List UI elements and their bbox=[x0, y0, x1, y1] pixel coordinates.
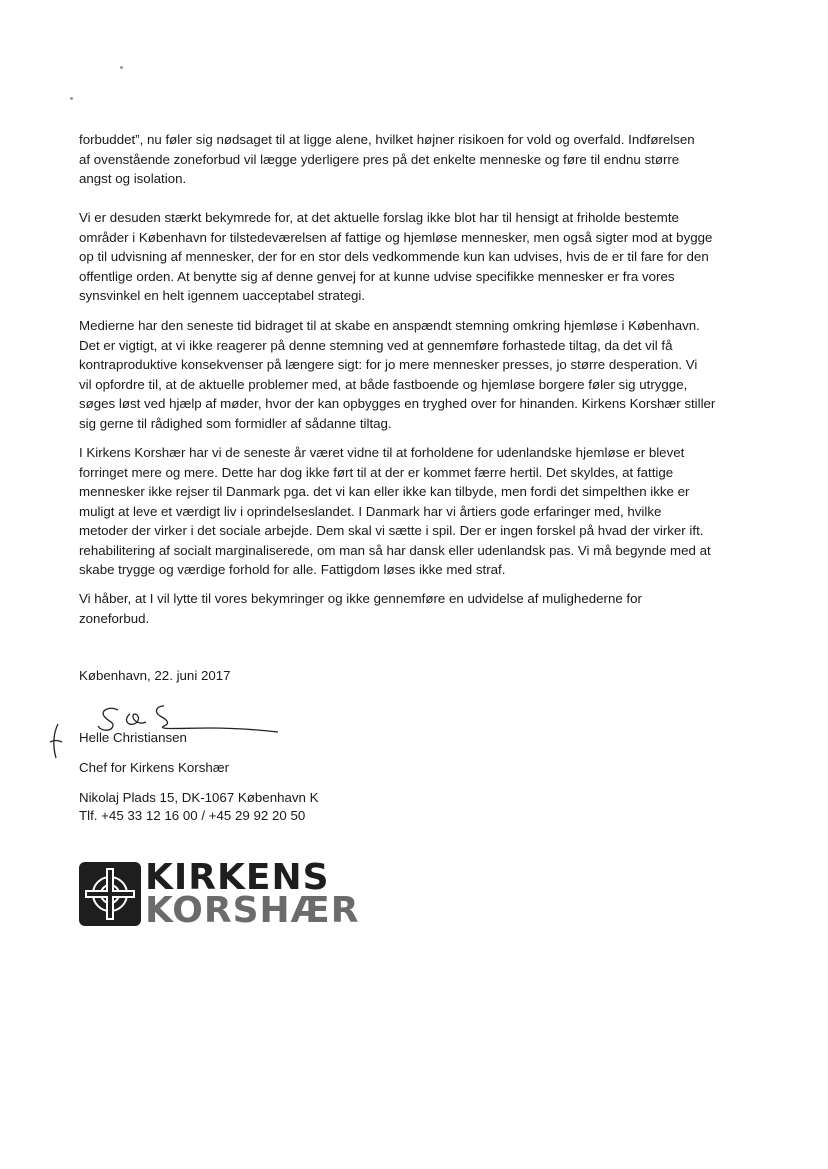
text-line: Vi håber, at I vil lytte til vores bekymringer og ikke gennemføre en udvidelse af mulighederne for bbox=[79, 591, 642, 606]
text-line: zoneforbud. bbox=[79, 610, 150, 626]
text-line: rehabilitering af socialt marginaliserede, om man så har dansk eller udenlandsk pas. Vi må begynde med at bbox=[79, 542, 711, 558]
body-paragraph bbox=[79, 208, 713, 306]
place-date: København, 22. juni 2017 bbox=[79, 668, 231, 683]
text-line: vil opfordre til, at de aktuelle problemer med, at både fastboende og hjemløse borgere føler sig utrygge, bbox=[79, 376, 688, 392]
logo-line-1: KIRKENS bbox=[145, 857, 330, 898]
text-line: kontraproduktive konsekvenser på længere sigt: for jo mere mennesker presses, jo større desperation. Vi bbox=[79, 357, 698, 372]
text-line: Medierne har den seneste tid bidraget til at skabe en anspændt stemning omkring hjemløse i København. bbox=[79, 318, 700, 333]
text-line: Vi er desuden stærkt bekymrede for, at det aktuelle forslag ikke blot har til hensigt at friholde bestemte bbox=[79, 210, 679, 225]
body-paragraph bbox=[79, 443, 711, 580]
body-paragraph bbox=[79, 589, 699, 628]
text-line: forbuddet”, nu føler sig nødsaget til at ligge alene, hvilket højner risikoen for vold og overfald. Indførelsen bbox=[79, 132, 695, 147]
text-line: offentlige orden. At benytte sig af denne genvej for at kunne udvise specifikke mennesker er fra vores bbox=[79, 268, 675, 284]
text-line: I Kirkens Korshær har vi de seneste år været vidne til at forholdene for udenlandske hjemløse er blevet bbox=[79, 445, 685, 460]
handwritten-signature bbox=[40, 692, 300, 762]
text-line: muligt at leve et værdigt liv i oprindelseslandet. I Danmark har vi årtiers gode erfaringer med, hvilke bbox=[79, 503, 662, 519]
text-line: søges løst ved hjælp af møder, hvor der kan opbygges en tryghed over for hinanden. Kirkens Korshær stiller bbox=[79, 396, 716, 411]
scan-speck bbox=[70, 97, 73, 100]
text-line: synsvinkel en helt igennem uacceptabel strategi. bbox=[79, 288, 366, 303]
kirkens-korshaer-logo bbox=[79, 857, 360, 931]
signer-name: Helle Christiansen bbox=[79, 730, 187, 745]
text-line: angst og isolation. bbox=[79, 171, 187, 186]
text-line: sig gerne til rådighed som formidler af sådanne tiltag. bbox=[79, 415, 392, 431]
cross-emblem-icon bbox=[79, 862, 141, 926]
body-paragraph bbox=[79, 316, 716, 433]
signer-title: Chef for Kirkens Korshær bbox=[79, 760, 230, 775]
text-line: op til udvisning af mennesker, der for en stor dels vedkommende kun kan udvises, hvis de er til fare for den bbox=[79, 249, 709, 264]
text-line: Det er vigtigt, at vi ikke reagerer på denne stemning ved at gennemføre forhastede tiltag, da det vil få bbox=[79, 337, 673, 353]
text-line: områder i København for tilstedeværelsen af fattige og hjemløse mennesker, men også sigter mod at bygge bbox=[79, 229, 713, 245]
scan-speck bbox=[120, 66, 123, 69]
text-line: skabe trygge og værdige forhold for alle. Fattigdom løses ikke med straf. bbox=[79, 562, 506, 577]
logo-line-2: KORSHÆR bbox=[145, 890, 360, 931]
text-line: forringet mere og mere. Dette har dog ikke ført til at der er kommet færre hertil. Det skyldes, at fattige bbox=[79, 464, 674, 480]
text-line: metoder der virker i det sociale arbejde. Dem skal vi sætte i spil. Der er ingen forskel på hvad der virker ift. bbox=[79, 523, 704, 538]
text-line: mennesker ikke rejser til Danmark pga. det vi kan eller ikke kan tilbyde, men fordi det simpelthen ikke er bbox=[79, 484, 690, 499]
phone-line: Tlf. +45 33 12 16 00 / +45 29 92 20 50 bbox=[79, 808, 306, 823]
text-line: af ovenstående zoneforbud vil lægge yderligere pres på det enkelte menneske og føre til endnu større bbox=[79, 151, 680, 167]
body-paragraph bbox=[79, 130, 699, 189]
address-line: Nikolaj Plads 15, DK-1067 København K bbox=[79, 790, 319, 805]
